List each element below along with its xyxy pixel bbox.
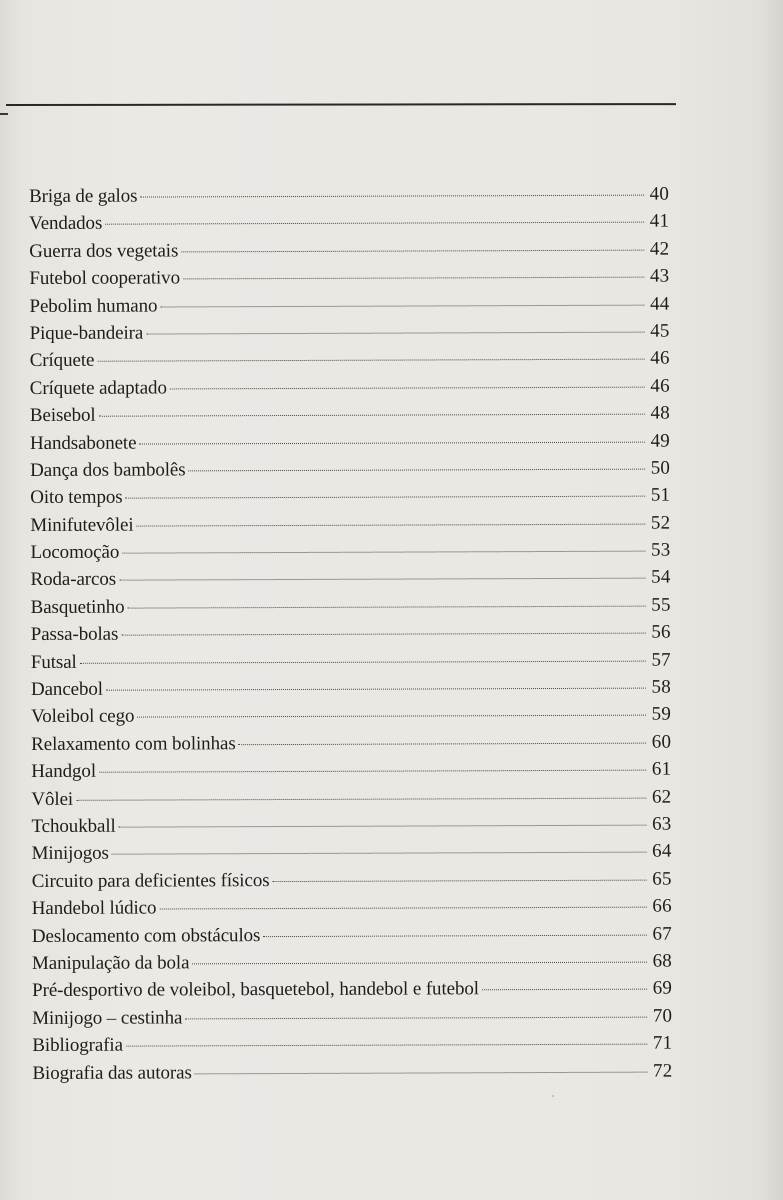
toc-entry-title: Minijogos [31,843,109,865]
toc-entry [29,208,669,238]
toc-entry [32,865,672,895]
toc-entry [30,537,670,567]
toc-entry-page-number: 66 [652,895,672,917]
toc-dot-leader [195,1070,648,1074]
toc-entry [32,1057,672,1087]
toc-entry-page-number: 57 [651,649,671,671]
toc-dot-leader [99,769,646,773]
toc-dot-leader [189,468,646,472]
toc-entry-title: Minifutevôlei [30,514,134,536]
toc-entry-title: Bibliografia [32,1034,123,1057]
toc-entry [32,947,672,977]
toc-entry [31,756,671,786]
paper-speck [552,1095,554,1097]
toc-entry [29,290,669,320]
toc-entry [31,591,671,621]
toc-dot-leader [137,714,646,718]
toc-entry-title: Tchoukball [31,815,116,837]
toc-entry [30,454,670,484]
toc-entry-title: Pré-desportivo de voleibol, basquetebol, handebol e futebol [32,978,479,1002]
toc-entry-page-number: 40 [649,183,670,205]
toc-entry [30,509,670,539]
toc-entry-title: Passa-bolas [30,623,119,646]
toc-dot-leader [170,385,645,389]
toc-entry [31,783,671,813]
toc-entry [29,181,669,211]
toc-dot-leader [80,659,646,663]
toc-entry-title: Manipulação da bola [31,952,190,974]
header-rule-tick [0,113,8,115]
toc-entry-page-number: 46 [650,375,670,397]
toc-entry-page-number: 62 [651,786,672,808]
toc-entry-title: Vôlei [31,788,74,810]
toc-dot-leader [482,988,647,991]
toc-entry [30,427,670,457]
toc-entry-page-number: 70 [652,1005,673,1027]
toc-entry-page-number: 65 [652,868,672,890]
toc-entry-title: Locomoção [30,541,120,564]
toc-entry [29,263,669,293]
toc-entry-title: Handsabonete [29,432,137,454]
toc-dot-leader [121,632,645,636]
toc-entry [31,701,671,731]
toc-entry-page-number: 56 [651,621,671,643]
toc-entry-page-number: 59 [651,703,672,726]
toc-entry [31,811,671,841]
toc-dot-leader [181,248,644,252]
toc-entry [30,372,670,402]
toc-dot-leader [160,303,644,307]
toc-entry-page-number: 72 [652,1060,673,1082]
toc-entry-title: Handebol lúdico [31,897,157,920]
toc-entry-title: Beisebol [29,404,96,427]
toc-dot-leader [272,878,646,881]
toc-entry-page-number: 60 [651,731,672,753]
toc-dot-leader [119,577,645,581]
toc-entry [30,482,670,512]
toc-entry-title: Dança dos bambolês [30,459,186,481]
toc-dot-leader [99,413,645,417]
toc-entry [29,235,669,265]
toc-dot-leader [112,851,647,855]
toc-entry-page-number: 42 [649,238,670,260]
toc-entry-page-number: 67 [652,923,672,945]
toc-entry [31,728,671,758]
toc-dot-leader [183,276,644,280]
toc-entry-page-number: 53 [650,539,671,561]
toc-entry [32,1002,672,1032]
toc-entry-title: Futsal [30,651,77,673]
toc-dot-leader [139,440,645,444]
toc-entry-page-number: 61 [651,758,672,780]
toc-entry [30,345,670,375]
toc-dot-leader [126,495,646,499]
toc-entry-page-number: 44 [650,293,670,315]
toc-entry-page-number: 69 [652,977,673,999]
toc-dot-leader [239,741,647,745]
toc-entry-title: Biografia das autoras [32,1061,192,1084]
toc-entry [32,1030,672,1060]
toc-entry-page-number: 45 [650,320,670,342]
toc-entry-title: Oito tempos [30,486,123,509]
toc-entry-page-number: 43 [649,265,670,287]
toc-entry [30,317,670,347]
toc-entry [32,975,672,1005]
toc-entry [31,674,671,704]
toc-dot-leader [126,1043,647,1047]
toc-entry-title: Críquete [29,350,95,372]
toc-dot-leader [105,221,644,225]
toc-entry-title: Handgol [31,760,97,783]
toc-entry-page-number: 58 [651,676,671,698]
toc-entry-title: Relaxamento com bolinhas [31,733,236,755]
toc-entry-page-number: 64 [652,840,672,862]
toc-dot-leader [185,1015,647,1019]
toc-dot-leader [122,550,645,554]
toc-entry-title: Dancebol [30,678,103,701]
toc-entry-page-number: 48 [650,402,670,424]
toc-entry [32,838,672,868]
toc-entry [31,619,671,649]
toc-entry-title: Pique-bandeira [29,322,144,344]
toc-entry-page-number: 52 [650,512,671,534]
toc-entry-page-number: 63 [652,813,672,835]
toc-entry-title: Voleibol cego [31,706,135,728]
toc-entry-title: Minijogo – cestinha [32,1007,183,1029]
toc-dot-leader [119,824,647,828]
toc-dot-leader [192,961,647,965]
toc-entry-page-number: 49 [650,430,671,452]
toc-dot-leader [128,604,646,608]
toc-entry-title: Basquetinho [30,596,125,618]
toc-entry-title: Roda-arcos [30,569,117,591]
toc-entry-title: Circuito para deficientes físicos [31,869,270,892]
toc-entry-title: Vendados [29,213,103,235]
toc-entry-title: Deslocamento com obstáculos [31,924,261,947]
toc-entry [32,920,672,950]
toc-dot-leader [146,331,644,335]
toc-entry-page-number: 54 [651,567,671,589]
toc-entry-title: Pebolim humano [29,295,158,317]
table-of-contents [29,181,672,1087]
toc-entry-page-number: 46 [650,347,670,369]
toc-entry-page-number: 51 [650,484,671,506]
toc-entry [30,564,670,594]
toc-dot-leader [76,796,646,800]
toc-entry [31,646,671,676]
toc-entry [32,893,672,923]
toc-dot-leader [263,933,647,936]
header-rule [6,103,676,106]
toc-dot-leader [97,358,644,362]
toc-entry-title: Briga de galos [29,185,138,207]
toc-dot-leader [136,522,645,526]
toc-dot-leader [140,194,644,198]
toc-dot-leader [159,906,646,910]
toc-dot-leader [106,687,646,691]
toc-entry-page-number: 71 [652,1032,673,1054]
toc-entry [30,400,670,430]
toc-entry-page-number: 55 [651,594,671,616]
toc-entry-page-number: 50 [650,457,671,479]
toc-entry-title: Futebol cooperativo [29,267,181,290]
toc-entry-page-number: 68 [652,950,673,972]
toc-entry-page-number: 41 [649,210,670,233]
toc-entry-title: Críquete adaptado [29,377,167,399]
toc-entry-title: Guerra dos vegetais [29,240,179,262]
